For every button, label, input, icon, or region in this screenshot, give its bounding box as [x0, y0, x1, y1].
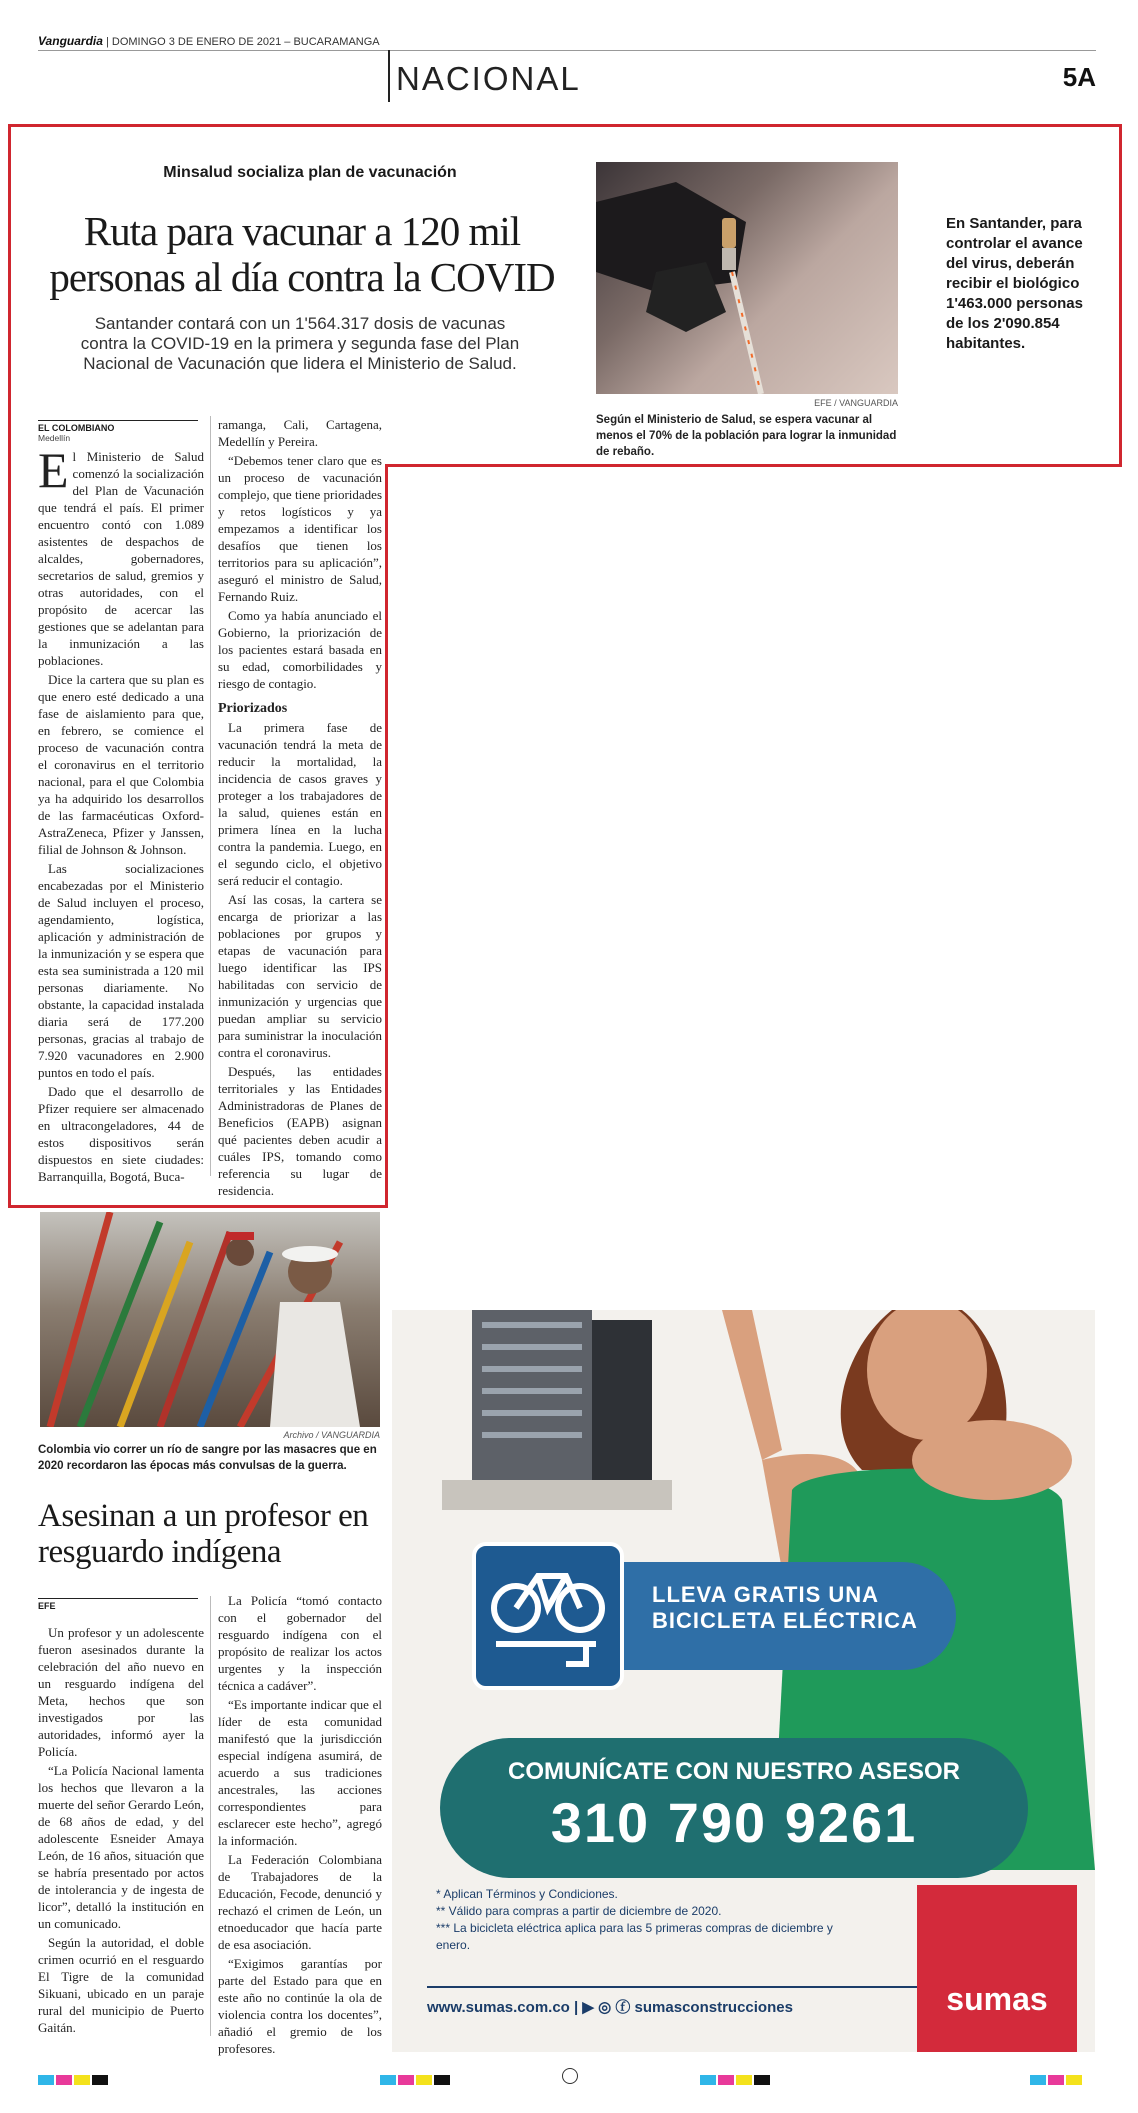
photo2-caption: Colombia vio correr un río de sangre por las masacres que en 2020 recordaron las épocas más convulsas de la guerra.: [38, 1444, 377, 1472]
vial-cap-shape: [722, 218, 736, 248]
ad-note: ** Válido para compras a partir de diciembre de 2020.: [436, 1904, 722, 1918]
story1-paragraph: El Ministerio de Salud comenzó la socialización del Plan de Vacunación que tendrá el país. El primer encuentro contó con 1.089 asistentes de despachos de alcaldes, gobernadores, secretarios de salud, gremios y otras autoridades, con el propósito de acercar las gestiones que se adelantan para la inmunización a las poblaciones.: [38, 442, 204, 668]
header-rule: [38, 50, 1096, 51]
ad-terms: [436, 1886, 836, 1954]
print-colorbar-mid: [380, 2072, 452, 2090]
story1-paragraph: Dice la cartera que su plan es que enero esté dedicado a una fase de aislamiento para que, en febrero, se comience el proceso de vacunación contra el coronavirus en el territorio nacional, para el que Colombia ya ha adquirido los desarrollos de las farmacéuticas Oxford-AstraZeneca, Pfizer y Janssen, filial de Johnson & Johnson.: [38, 672, 204, 857]
print-colorbar-left: [38, 2072, 110, 2090]
story1-paragraph: Las socializaciones encabezadas por el Ministerio de Salud incluyen el proceso, agendamiento, logística, aplicación y administración de la inmunización y se espera que esta sea suministrada a 120 mil personas diariamente. No obstante, la capacidad instalada diaria será de 177.200 personas, gracias al trabajo de 7.920 vacunadores en 2.900 puntos en todo el país.: [38, 861, 204, 1080]
story2-paragraph: La Policía “tomó contacto con el gobernador del resguardo indígena con el propósito de realizar los actos urgentes y la inspección técnica a cadáver”.: [218, 1593, 382, 1693]
ad-note: *** La bicicleta eléctrica aplica para las 5 primeras compras de diciembre y enero.: [436, 1921, 833, 1952]
ad-note: * Aplican Términos y Condiciones.: [436, 1887, 618, 1901]
story1-paragraph: La primera fase de vacunación tendrá la meta de reducir la mortalidad, la incidencia de casos graves y proteger a los trabajadores de la salud, quienes están en primera línea en la lucha contra la pandemia. Luego, en el segundo ciclo, el objetivo será reducir el contagio.: [218, 720, 382, 888]
column-rule: [210, 416, 211, 1176]
masthead: Vanguardia | DOMINGO 3 DE ENERO DE 2021 – BUCARAMANGA: [38, 34, 380, 48]
syringe-shape: [732, 272, 761, 394]
ad-footer: www.sumas.com.co | ▶ ◎ ⓕ sumasconstrucciones: [427, 1986, 917, 2028]
vial-body-shape: [722, 248, 736, 270]
story2-column-1: [38, 1624, 204, 2038]
story1-paragraph: Dado que el desarrollo de Pfizer requiere ser almacenado en ultracongeladores, 44 de estos dispositivos serán dispuestos en siete ciudades: Barranquilla, Bogotá, Buca-: [38, 1084, 204, 1184]
story1-paragraph: Después, las entidades territoriales y las Entidades Administradoras de Planes de Beneficios (EAPB) asignan qué pacientes deben acudir a cuáles IPS, tomando como referencia su lugar de residencia.: [218, 1064, 382, 1198]
story1-column-2: [218, 416, 382, 1201]
story1-headline: Ruta para vacunar a 120 mil personas al día contra la COVID: [49, 208, 555, 300]
instagram-icon: ◎: [598, 1999, 612, 2016]
ad-website-link[interactable]: www.sumas.com.co: [427, 1999, 570, 2016]
youtube-icon: ▶: [582, 1999, 594, 2016]
person-body-shape: [270, 1302, 360, 1427]
photo1-caption: Según el Ministerio de Salud, se espera vacunar al menos el 70% de la población para lograr la inmunidad de rebaño.: [596, 414, 897, 458]
building-illustration: [442, 1310, 672, 1510]
story1-paragraph: “Debemos tener claro que es un proceso de vacunación complejo, que tiene prioridades y retos logísticos y ya empezamos a identificar los desafíos que tienen los territorios para su aplicación”, aseguró el ministro de Salud, Fernando Ruiz.: [218, 453, 382, 604]
story2-paragraph: “Es importante indicar que el líder de esta comunidad manifestó que la jurisdicción especial indígena asumirá, de acuerdo a sus tradiciones ancestrales, las acciones correspondientes para esclarecer este hecho”, agregó la información.: [218, 1697, 382, 1848]
red-hat-shape: [226, 1232, 254, 1240]
story1-column-1: [38, 442, 204, 1187]
story1-byline: [38, 420, 198, 443]
brand-name: Vanguardia: [38, 34, 103, 48]
section-title: NACIONAL: [396, 60, 581, 97]
story1-paragraph: ramanga, Cali, Cartagena, Medellín y Pereira.: [218, 417, 382, 449]
dateline: DOMINGO 3 DE ENERO DE 2021 – BUCARAMANGA: [111, 36, 380, 48]
byline-agency: EL COLOMBIANO: [38, 423, 115, 433]
section-divider: [388, 50, 390, 102]
story2-column-2: [218, 1592, 382, 2059]
photo1-credit: EFE / VANGUARDIA: [814, 398, 898, 408]
photo2-credit: Archivo / VANGUARDIA: [283, 1430, 380, 1440]
ad-icon-box: [472, 1542, 624, 1690]
page-number: 5A: [1062, 62, 1096, 92]
sumas-logo: sumas: [917, 1885, 1077, 2052]
indigenous-ceremony-illustration: [40, 1212, 380, 1427]
cap-shape: [282, 1246, 338, 1262]
story1-sidebar: En Santander, para controlar el avance del virus, deberán recibir el biológico 1'463.000 personas de los 2'090.854 habitantes.: [946, 215, 1083, 352]
dropcap: E: [38, 442, 69, 498]
story2-paragraph: Un profesor y un adolescente fueron asesinados durante la celebración del año nuevo en un resguardo indígena del Meta, hechos que son investigados por las autoridades, informó ayer la Policía.: [38, 1625, 204, 1759]
indigenous-photo: [40, 1212, 380, 1427]
background-person-shape: [226, 1238, 254, 1266]
column-rule: [210, 1596, 211, 2036]
ad-cta: COMUNÍCATE CON NUESTRO ASESOR: [507, 1758, 960, 1785]
story1-paragraph: Así las cosas, la cartera se encarga de priorizar a las poblaciones por grupos y etapas de vacunación para luego identificar las IPS habilitadas con servicio de inmunización y urgencias que puedan ampliar su servicio para suministrar la inoculación contra el coronavirus.: [218, 892, 382, 1060]
electric-bike-icon: [476, 1546, 620, 1686]
story2-paragraph: “Exigimos garantías por parte del Estado para que en este año no continúe la ola de violencia contra los docentes”, añadió el gremio de los profesores.: [218, 1956, 382, 2056]
story1-deck: Santander contará con un 1'564.317 dosis de vacunas contra la COVID-19 en la primera y segunda fase del Plan Nacional de Vacunación que lidera el Ministerio de Salud.: [80, 314, 520, 373]
story2-paragraph: Según la autoridad, el doble crimen ocurrió en el resguardo El Tigre de la comunidad Sikuani, ubicado en un paraje rural del municipio de Puerto Gaitán.: [38, 1935, 204, 2035]
story2-paragraph: “La Policía Nacional lamenta los hechos que llevaron a la muerte del señor Gerardo León, de 68 años de edad, y del adolescente Esneider Amaya León, de 16 años, situación que se habría presentado por actos de intolerancia y de ingesta de licor”, detalló la institución en un comunicado.: [38, 1763, 204, 1931]
story1-paragraph: Como ya había anunciado el Gobierno, la priorización de los pacientes estará basada en su edad, comorbilidades y riesgo de contagio.: [218, 608, 382, 691]
ad-title: LLEVA GRATIS UNA BICICLETA ELÉCTRICA: [652, 1582, 918, 1633]
byline-city: Medellín: [38, 433, 71, 443]
vaccine-photo: [596, 162, 898, 394]
story2-headline: Asesinan a un profesor en resguardo indígena: [38, 1498, 369, 1570]
print-colorbar-far-right: [1030, 2072, 1084, 2090]
story2-paragraph: La Federación Colombiana de Trabajadores de la Educación, Fecode, denunció y rechazó el crimen de León, un etnoeducador que hacía parte de esa asociación.: [218, 1852, 382, 1952]
sumas-advertisement[interactable]: [392, 1310, 1095, 2052]
vaccine-illustration: [596, 162, 898, 394]
registration-mark-icon: [562, 2068, 578, 2084]
story1-subhead: Priorizados: [218, 701, 288, 716]
ad-social-handle[interactable]: sumasconstrucciones: [634, 1999, 793, 2016]
story1-kicker: Minsalud socializa plan de vacunación: [163, 164, 457, 181]
facebook-icon: ⓕ: [615, 1999, 631, 2016]
ad-phone-number[interactable]: 310 790 9261: [550, 1791, 918, 1854]
print-colorbar-right: [700, 2072, 772, 2090]
story2-byline: EFE: [38, 1598, 198, 1611]
